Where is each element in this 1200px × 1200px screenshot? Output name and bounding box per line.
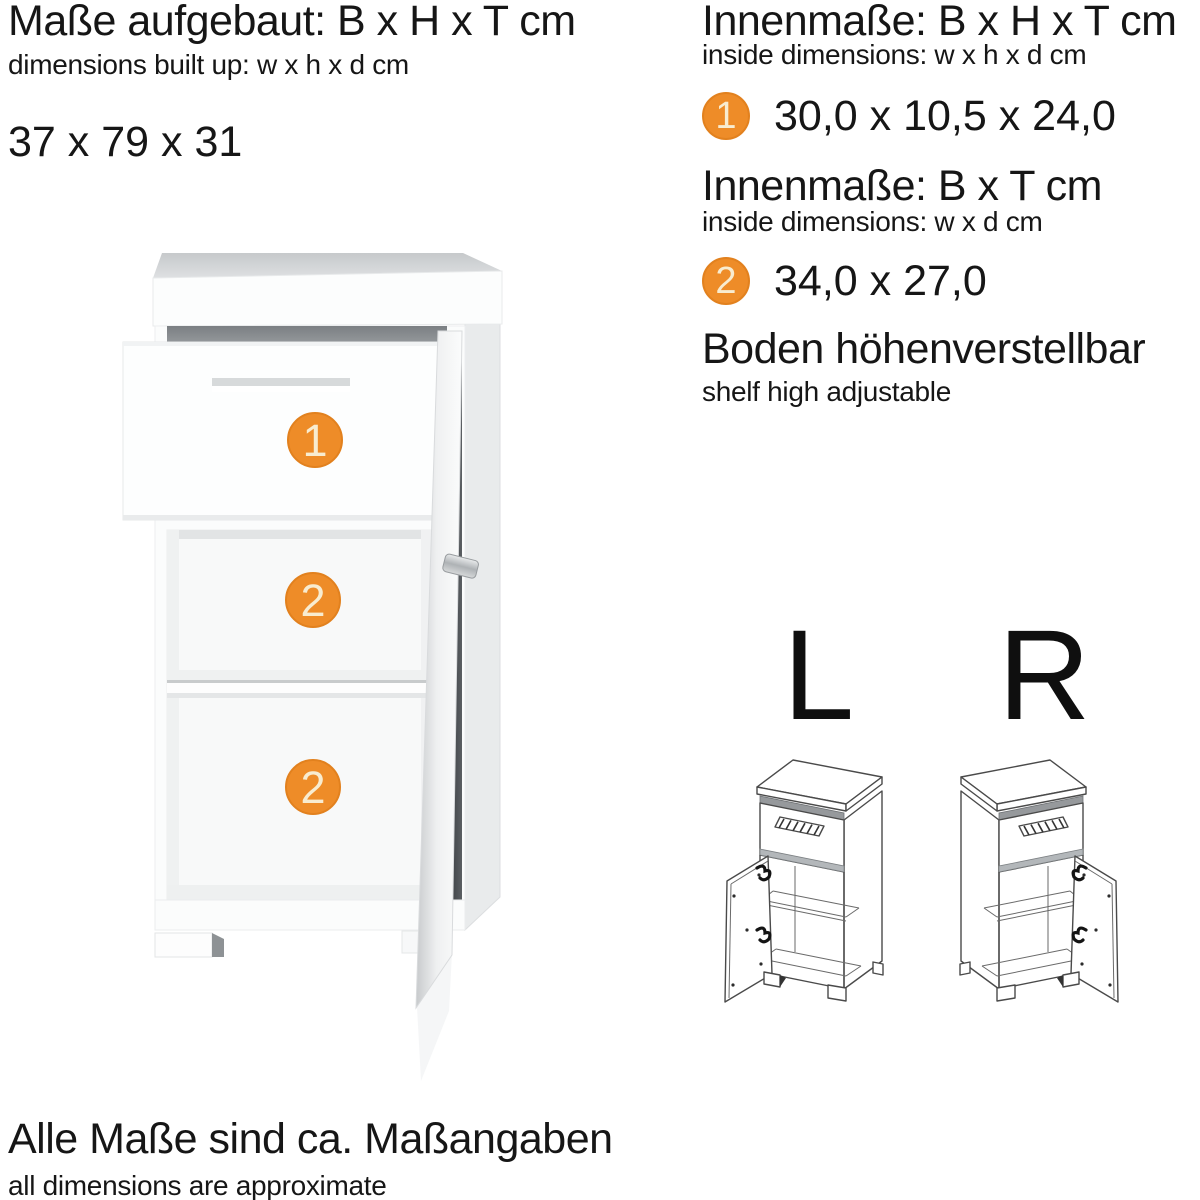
inner1-value: 30,0 x 10,5 x 24,0	[774, 91, 1116, 140]
right-hinged-cabinet-drawing	[960, 760, 1118, 1002]
footer-title-en: all dimensions are approximate	[8, 1170, 387, 1200]
open-drawer	[123, 342, 445, 520]
footer-title-de: Alle Maße sind ca. Maßangaben	[8, 1115, 613, 1163]
shelf-note-en: shelf high adjustable	[702, 376, 951, 407]
outer-dimensions-block	[8, 0, 576, 164]
cabinet-lineart-left-hinged	[700, 744, 900, 1044]
cabinet-feet	[155, 931, 452, 957]
cabinet-top-plate	[153, 253, 502, 326]
outer-dimensions-value: 37 x 79 x 31	[8, 118, 243, 166]
variant-left-label: L	[783, 604, 855, 747]
marker-2-top-circle	[286, 573, 340, 627]
shelf-note-de: Boden höhenverstellbar	[702, 325, 1146, 373]
marker-1-badge: 1	[702, 92, 750, 140]
inner1-value-row	[702, 92, 1116, 140]
drawer-handle-groove	[212, 378, 350, 392]
marker-2-badge: 2	[702, 257, 750, 305]
left-hinged-cabinet-drawing	[725, 760, 883, 1002]
adjustable-shelf	[167, 680, 433, 698]
marker-2-bottom-number: 2	[300, 762, 326, 813]
marker-1-number: 1	[302, 415, 328, 466]
cabinet-photo-diagram	[50, 245, 530, 1085]
inner2-title-de: Innenmaße: B x T cm	[702, 162, 1102, 210]
marker-1-circle	[288, 413, 342, 467]
footer-note	[8, 1115, 613, 1200]
marker-2-bottom-circle	[286, 760, 340, 814]
marker-2-top-number: 2	[300, 575, 326, 626]
outer-dimensions-title-en: dimensions built up: w x h x d cm	[8, 49, 409, 80]
inner2-title-en: inside dimensions: w x d cm	[702, 206, 1043, 237]
inner1-title-de: Innenmaße: B x H x T cm	[702, 0, 1177, 45]
variant-right-label: R	[998, 604, 1091, 747]
inner1-title-en: inside dimensions: w x h x d cm	[702, 39, 1087, 70]
outer-dimensions-title-de: Maße aufgebaut: B x H x T cm	[8, 0, 576, 45]
inner2-value-row	[702, 257, 987, 305]
cabinet-side-panel	[465, 279, 500, 930]
inner2-value: 34,0 x 27,0	[774, 256, 987, 305]
cabinet-lineart-right-hinged	[943, 744, 1143, 1044]
drawer-cavity-slot	[167, 326, 447, 343]
